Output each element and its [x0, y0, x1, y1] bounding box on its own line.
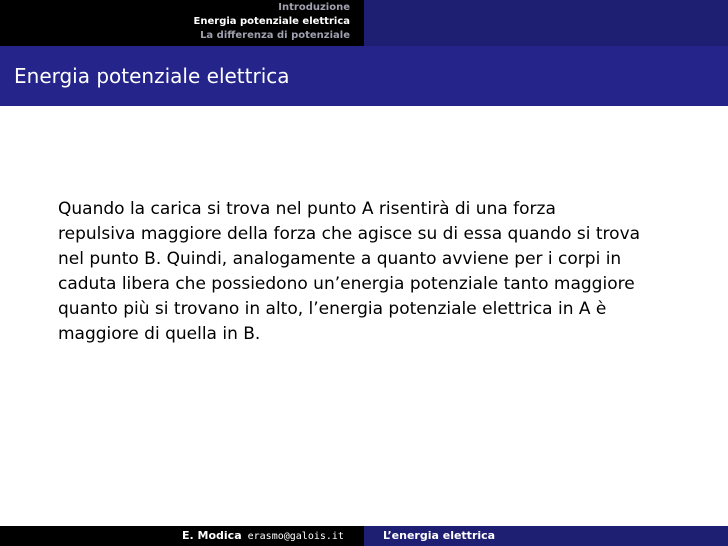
nav-item-differenza-potenziale[interactable]: La differenza di potenziale	[200, 30, 350, 41]
author-name: E. Modica	[182, 529, 242, 542]
section-nav	[0, 1, 350, 43]
body-line: caduta libera che possiedono un’energia potenziale tanto maggiore	[58, 274, 635, 294]
body-line: repulsiva maggiore della forza che agisce su di essa quando si trova	[58, 224, 641, 244]
body-text	[58, 197, 688, 347]
body-line: quanto più si trovano in alto, l’energia potenziale elettrica in A è	[58, 299, 607, 319]
footer-short-title: L’energia elettrica	[383, 529, 496, 542]
body-line: Quando la carica si trova nel punto A risentirà di una forza	[58, 199, 556, 219]
body-line: nel punto B. Quindi, analogamente a quanto avviene per i corpi in	[58, 249, 622, 269]
header-left	[0, 0, 364, 46]
nav-item-energia-potenziale[interactable]: Energia potenziale elettrica	[193, 16, 350, 27]
footer-author	[182, 529, 344, 542]
frame-title: Energia potenziale elettrica	[14, 64, 290, 88]
header-right	[364, 0, 728, 46]
body-line: maggiore di quella in B.	[58, 324, 261, 344]
nav-item-introduzione[interactable]: Introduzione	[278, 2, 350, 13]
author-email: erasmo@galois.it	[247, 531, 344, 542]
